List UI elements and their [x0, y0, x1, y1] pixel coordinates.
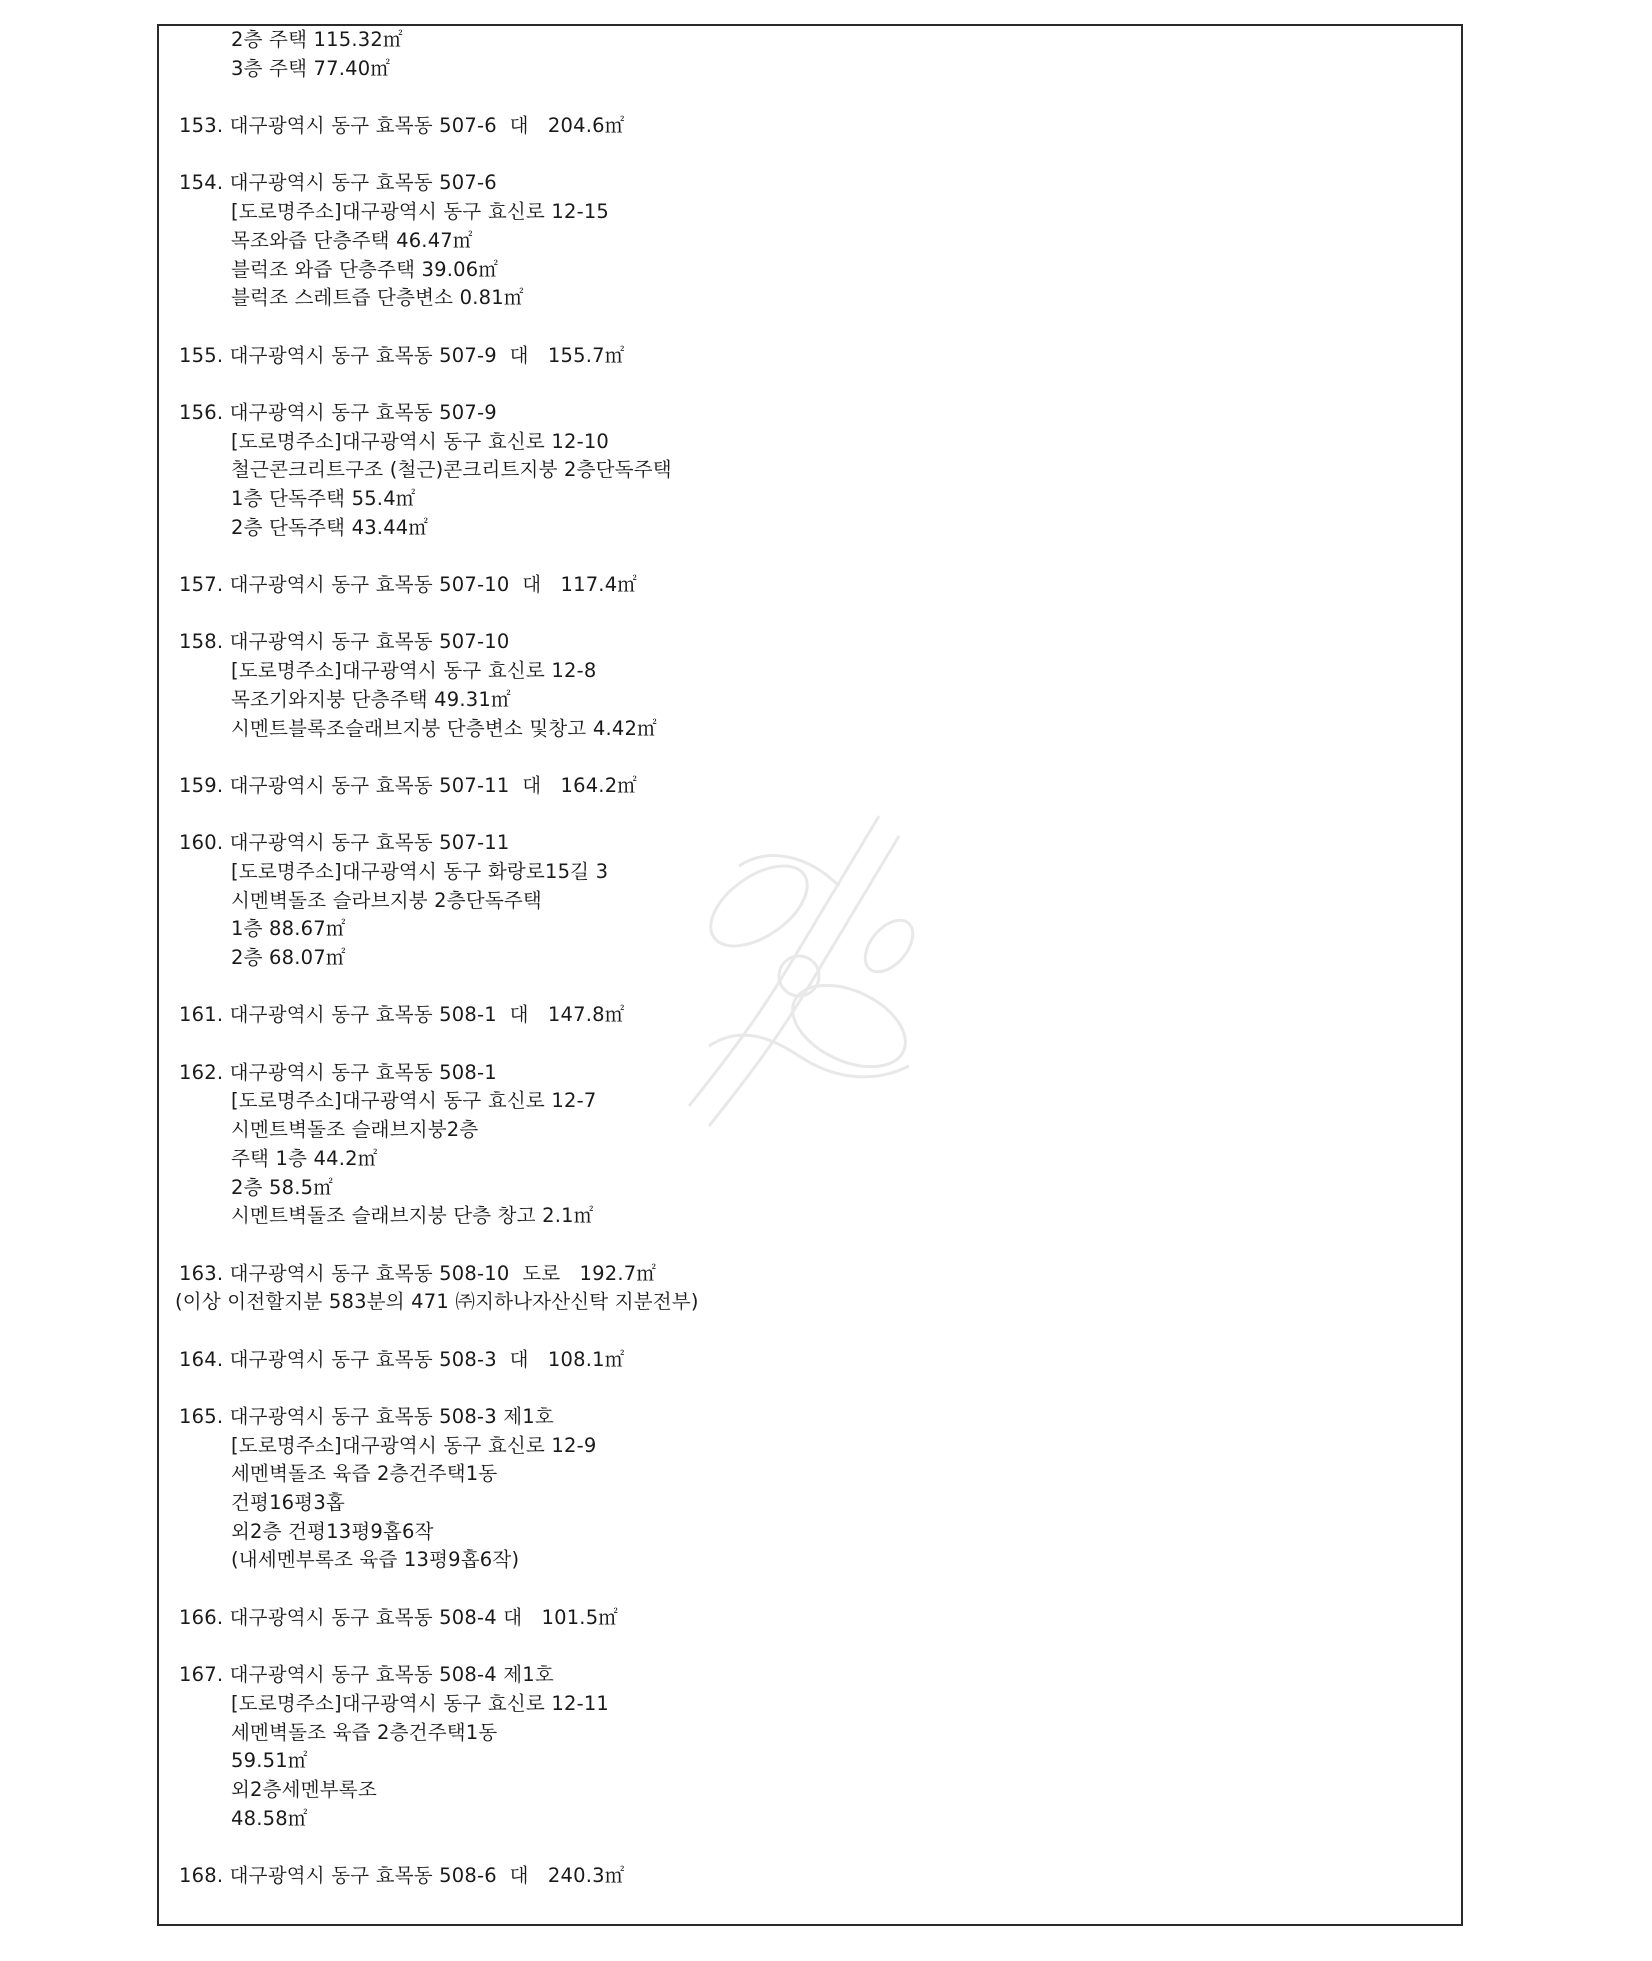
- blank-line: [179, 973, 1451, 1002]
- blank-line: [179, 801, 1451, 830]
- entry-line: 167. 대구광역시 동구 효목동 508-4 제1호: [179, 1663, 554, 1687]
- blank-line: [179, 600, 1451, 629]
- detail-line: 목조와즙 단층주택 46.47㎡: [231, 228, 473, 252]
- blank-line: [179, 83, 1451, 112]
- detail-line: (내세멘부록조 육즙 13평9홉6작): [231, 1548, 520, 1572]
- entry-line: 156. 대구광역시 동구 효목동 507-9: [179, 400, 497, 424]
- blank-line: [179, 1374, 1451, 1403]
- detail-line: 시멘트블록조슬래브지붕 단층변소 및창고 4.42㎡: [231, 716, 657, 740]
- detail-line: 철근콘크리트구조 (철근)콘크리트지붕 2층단독주택: [231, 458, 672, 482]
- detail-line: [도로명주소]대구광역시 동구 화랑로15길 3: [231, 859, 609, 883]
- blank-line: [179, 1231, 1451, 1260]
- detail-line: 건평16평3홉: [231, 1491, 345, 1515]
- blank-line: [179, 141, 1451, 170]
- detail-line: [도로명주소]대구광역시 동구 효신로 12-9: [231, 1433, 597, 1457]
- detail-line: 3층 주택 77.40㎡: [231, 56, 391, 80]
- detail-line: 1층 단독주택 55.4㎡: [231, 487, 416, 510]
- entry-line: 165. 대구광역시 동구 효목동 508-3 제1호: [179, 1405, 554, 1428]
- document-frame: [157, 24, 1463, 1926]
- entry-line: 160. 대구광역시 동구 효목동 507-11: [179, 831, 510, 855]
- entry-line: 154. 대구광역시 동구 효목동 507-6: [179, 171, 497, 195]
- detail-line: [도로명주소]대구광역시 동구 효신로 12-10: [231, 429, 610, 453]
- detail-line: 세멘벽돌조 육즙 2층건주택1동: [231, 1462, 498, 1486]
- detail-line: 48.58㎡: [231, 1806, 308, 1830]
- detail-line: [도로명주소]대구광역시 동구 효신로 12-8: [231, 659, 597, 683]
- detail-line: 세멘벽돌조 육즙 2층건주택1동: [231, 1720, 498, 1744]
- detail-line: 주택 1층 44.2㎡: [231, 1146, 378, 1170]
- entry-line: 161. 대구광역시 동구 효목동 508-1 대 147.8㎡: [179, 1003, 625, 1027]
- detail-line: 시멘트벽돌조 슬래브지붕2층: [231, 1118, 479, 1142]
- blank-line: [179, 1317, 1451, 1346]
- blank-line: [179, 542, 1451, 571]
- entry-line: 158. 대구광역시 동구 효목동 507-10: [179, 630, 510, 654]
- entry-line: 164. 대구광역시 동구 효목동 508-3 대 108.1㎡: [179, 1347, 625, 1371]
- detail-line: 2층 단독주택 43.44㎡: [231, 515, 429, 539]
- blank-line: [179, 370, 1451, 399]
- entry-line: 157. 대구광역시 동구 효목동 507-10 대 117.4㎡: [179, 573, 638, 597]
- detail-line: 시멘벽돌조 슬라브지붕 2층단독주택: [231, 888, 542, 912]
- detail-line: [도로명주소]대구광역시 동구 효신로 12-7: [231, 1089, 597, 1113]
- detail-line: 외2층세멘부록조: [231, 1777, 377, 1801]
- detail-line: [도로명주소]대구광역시 동구 효신로 12-11: [231, 1691, 610, 1715]
- blank-line: [179, 1633, 1451, 1662]
- blank-line: [179, 313, 1451, 342]
- entry-line: 162. 대구광역시 동구 효목동 508-1: [179, 1060, 497, 1084]
- document-body: [175, 26, 1451, 1891]
- detail-line: 2층 68.07㎡: [231, 946, 346, 969]
- entry-line: 163. 대구광역시 동구 효목동 508-10 도로 192.7㎡: [179, 1261, 657, 1285]
- blank-line: [179, 743, 1451, 772]
- entry-line: 168. 대구광역시 동구 효목동 508-6 대 240.3㎡: [179, 1864, 625, 1887]
- detail-line: 59.51㎡: [231, 1749, 308, 1773]
- detail-line: 2층 주택 115.32㎡: [231, 28, 403, 51]
- detail-line: 외2층 건평13평9홉6작: [231, 1519, 434, 1543]
- blank-line: [179, 1030, 1451, 1059]
- detail-line: [도로명주소]대구광역시 동구 효신로 12-15: [231, 200, 610, 224]
- detail-line: 블럭조 스레트즙 단층변소 0.81㎡: [231, 286, 524, 310]
- entry-line: 166. 대구광역시 동구 효목동 508-4 대 101.5㎡: [179, 1605, 618, 1629]
- detail-line: 1층 88.67㎡: [231, 917, 346, 941]
- entry-line: 155. 대구광역시 동구 효목동 507-9 대 155.7㎡: [179, 343, 625, 367]
- entry-line: 153. 대구광역시 동구 효목동 507-6 대 204.6㎡: [179, 114, 625, 138]
- detail-line: 시멘트벽돌조 슬래브지붕 단층 창고 2.1㎡: [231, 1204, 594, 1228]
- detail-line: 블럭조 와즙 단층주택 39.06㎡: [231, 257, 499, 281]
- entry-line: (이상 이전할지분 583분의 471 ㈜지하나자산신탁 지분전부): [175, 1290, 699, 1314]
- blank-line: [179, 1833, 1451, 1862]
- detail-line: 2층 58.5㎡: [231, 1175, 333, 1199]
- blank-line: [179, 1575, 1451, 1604]
- detail-line: 목조기와지붕 단층주택 49.31㎡: [231, 687, 511, 711]
- entry-line: 159. 대구광역시 동구 효목동 507-11 대 164.2㎡: [179, 773, 638, 797]
